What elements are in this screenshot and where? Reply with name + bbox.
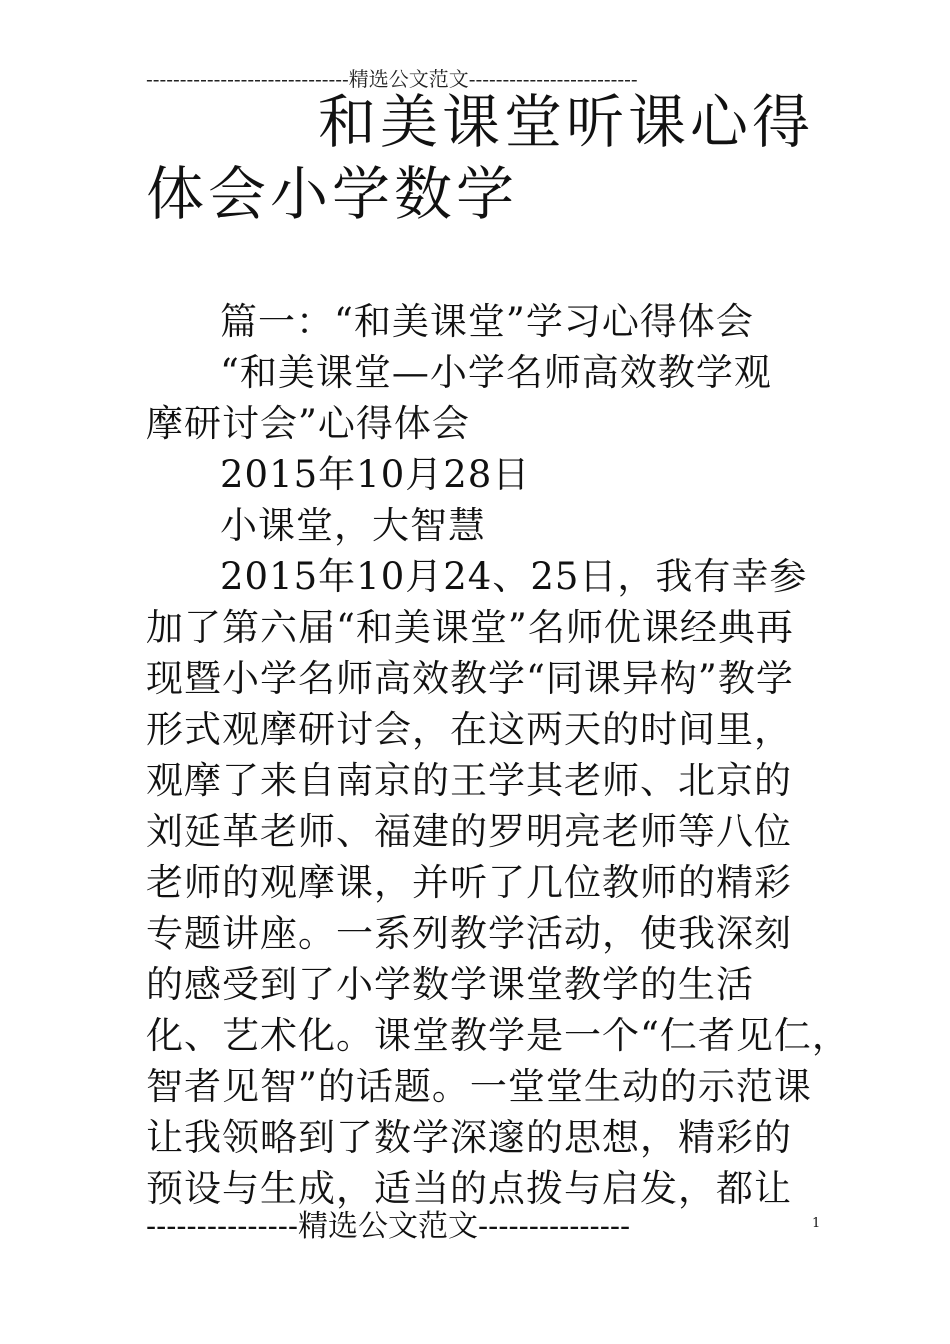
paragraph-line: 现暨小学名师高效教学“同课异构”教学 xyxy=(146,657,794,700)
page-header: ------------------------------精选公文范文------------------------- xyxy=(146,67,638,91)
paragraph-line: 2015年10月24、25日，我有幸参 xyxy=(220,555,808,598)
paragraph-line: 形式观摩研讨会，在这两天的时间里， xyxy=(146,708,792,751)
essay-title: 小课堂，大智慧 xyxy=(220,504,486,547)
paragraph-line: 化、艺术化。课堂教学是一个“仁者见仁， xyxy=(146,1014,850,1057)
subtitle-line: “和美课堂—小学名师高效教学观 xyxy=(220,351,772,394)
paragraph-line: 老师的观摩课，并听了几位教师的精彩 xyxy=(146,861,792,904)
paragraph-line: 加了第六届“和美课堂”名师优课经典再 xyxy=(146,606,794,649)
document-title-line-2: 体会小学数学 xyxy=(146,160,519,228)
paragraph-line: 预设与生成，适当的点拨与启发，都让 xyxy=(146,1167,792,1210)
paragraph-line: 观摩了来自南京的王学其老师、北京的 xyxy=(146,759,792,802)
subtitle-line: 摩研讨会”心得体会 xyxy=(146,402,470,445)
paragraph-line: 刘延革老师、福建的罗明亮老师等八位 xyxy=(146,810,792,853)
paragraph-line: 专题讲座。一系列教学活动，使我深刻 xyxy=(146,912,792,955)
page-footer: ---------------精选公文范文--------------- xyxy=(146,1209,631,1244)
document-title-line-1: 和美课堂听课心得 xyxy=(318,88,815,156)
paragraph-line: 让我领略到了数学深邃的思想，精彩的 xyxy=(146,1116,792,1159)
section-heading: 篇一：“和美课堂”学习心得体会 xyxy=(220,300,754,343)
paragraph-line: 的感受到了小学数学课堂教学的生活 xyxy=(146,963,754,1006)
date-line: 2015年10月28日 xyxy=(220,453,531,496)
body-text xyxy=(146,296,850,1214)
paragraph-line: 智者见智”的话题。一堂堂生动的示范课 xyxy=(146,1065,812,1108)
page-number: 1 xyxy=(812,1216,821,1231)
